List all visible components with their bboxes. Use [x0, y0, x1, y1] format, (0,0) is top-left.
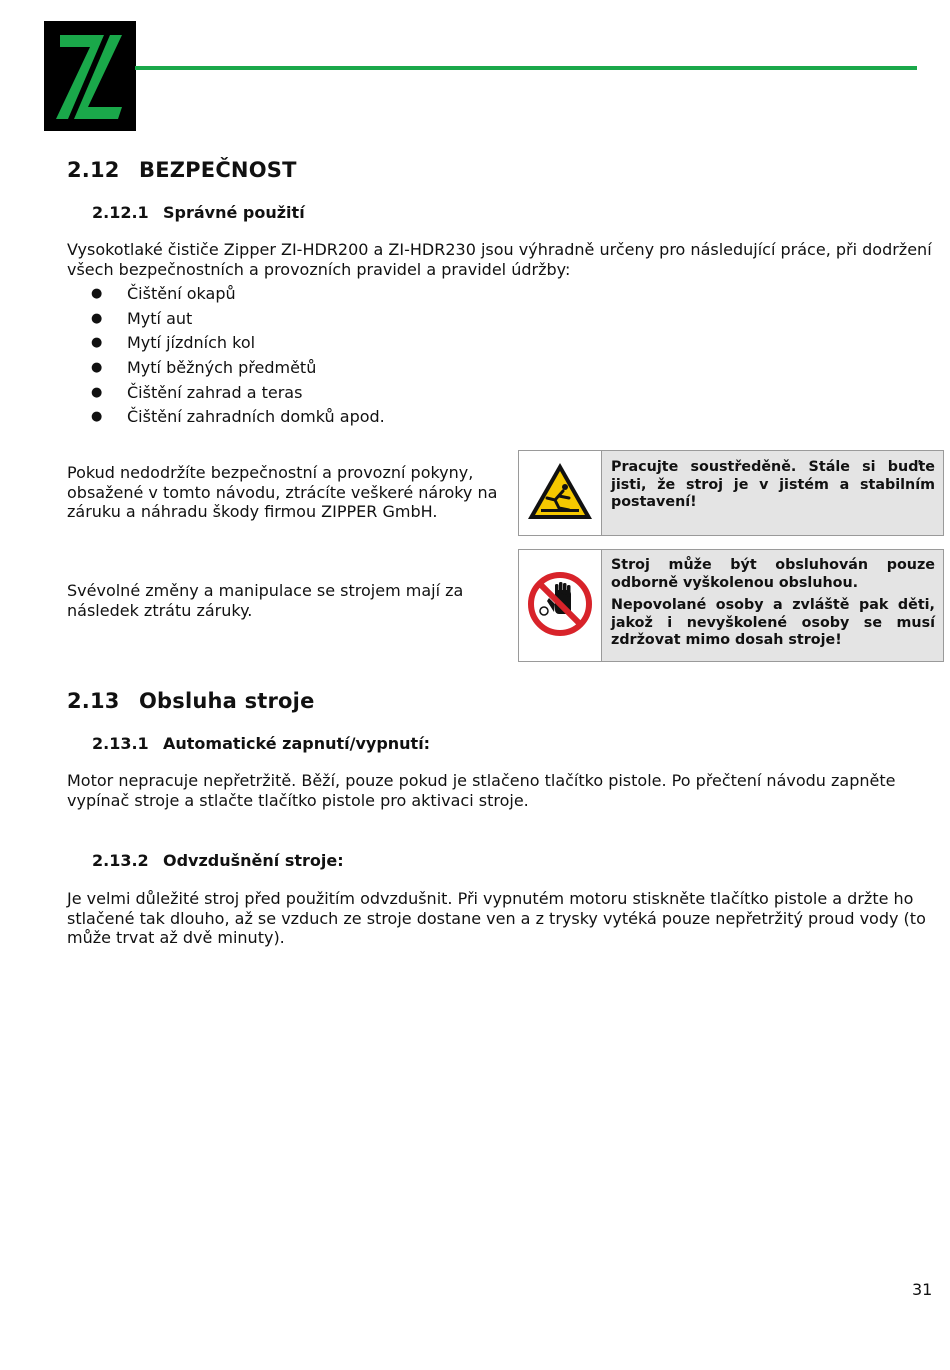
venting-paragraph: Je velmi důležité stroj před použitím odvzdušnit. Při vypnutém motoru stiskněte tlačítko pistole a držte ho stlačené tak dlouho, až se vzduch ze stroje dostane ven a z trysky vytéká pouze nepřetržitý proud vody (to může trvat až dvě minuty). — [67, 889, 926, 947]
subsection-heading-2-13-2 — [92, 851, 344, 870]
warranty-paragraph: Pokud nedodržíte bezpečnostní a provozní pokyny, obsažené v tomto návodu, ztrácíte veškeré nároky na záruku a náhradu škody firmou ZIPPER GmbH. — [67, 463, 498, 521]
bullet-icon: ● — [91, 286, 103, 301]
header-rule — [135, 66, 917, 70]
bullet-icon: ● — [91, 409, 103, 425]
warning-text: Nepovolané osoby a zvláště pak děti, jakož i nevyškolené osoby se musí zdržovat mimo dosah stroje! — [611, 597, 935, 648]
warning-box-access — [518, 549, 944, 662]
slip-hazard-icon — [525, 460, 595, 526]
subsection-title: Odvzdušnění stroje: — [163, 851, 344, 870]
bullet-icon: ● — [91, 335, 103, 351]
auto-switch-paragraph: Motor nepracuje nepřetržitě. Běží, pouze pokud je stlačeno tlačítko pistole. Po přečtení návodu zapněte vypínač stroje a stlačte tlačítko pistole pro aktivaci stroje. — [67, 771, 896, 810]
zipper-logo-icon — [44, 21, 136, 131]
list-item: ● Mytí běžných předmětů — [67, 356, 385, 381]
subsection-number: 2.13.2 — [92, 851, 149, 870]
list-item: ● Čištění zahrad a teras — [67, 381, 385, 406]
section-heading-2-12 — [67, 158, 297, 182]
bullet-icon: ● — [91, 384, 103, 400]
subsection-heading-2-12-1 — [92, 203, 305, 222]
subsection-number: 2.13.1 — [92, 734, 149, 753]
usage-list — [67, 282, 385, 430]
section-title: Obsluha stroje — [139, 689, 315, 713]
list-item: ● Mytí jízdních kol — [67, 331, 385, 356]
warning-box-stability — [518, 450, 944, 536]
warning-text: Stroj může být obsluhován pouze odborně vyškolenou obsluhou. — [611, 557, 935, 591]
list-item: ● Čištění okapů — [67, 282, 385, 307]
bullet-icon: ● — [91, 360, 103, 376]
page-number: 31 — [912, 1280, 933, 1299]
subsection-number: 2.12.1 — [92, 203, 149, 222]
no-access-hand-icon — [528, 572, 592, 640]
intro-paragraph: Vysokotlaké čističe Zipper ZI-HDR200 a ZI-HDR230 jsou výhradně určeny pro následující práce, při dodržení všech bezpečnostních a provozních pravidel a pravidel údržby: — [67, 240, 932, 279]
section-heading-2-13 — [67, 689, 315, 713]
warning-text: Pracujte soustředěně. Stále si buďte jisti, že stroj je v jistém a stabilním postavení! — [611, 459, 935, 510]
bullet-icon: ● — [91, 310, 103, 326]
section-number: 2.12 — [67, 158, 120, 182]
section-title: BEZPEČNOST — [139, 158, 297, 182]
list-item: ● Čištění zahradních domků apod. — [67, 405, 385, 430]
modification-paragraph: Svévolné změny a manipulace se strojem mají za následek ztrátu záruky. — [67, 581, 464, 620]
section-number: 2.13 — [67, 689, 120, 713]
subsection-heading-2-13-1 — [92, 734, 430, 753]
subsection-title: Automatické zapnutí/vypnutí: — [163, 734, 431, 753]
subsection-title: Správné použití — [163, 203, 305, 222]
list-item: ● Mytí aut — [67, 307, 385, 332]
